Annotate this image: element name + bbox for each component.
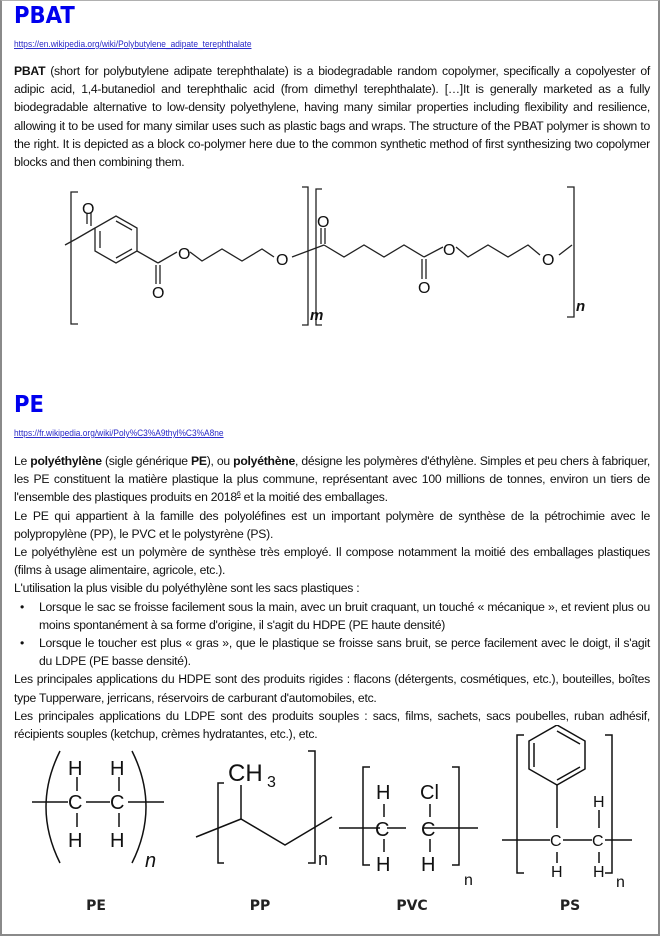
pe-paragraph-1	[14, 452, 650, 507]
atom-cl: Cl	[420, 782, 439, 804]
pe-paragraph-3: Le polyéthylène est un polymère de synthèse très employé. Il compose notamment la moitié des emballages plastiques (films à usage alimentaire, agricole, etc.).	[14, 545, 650, 578]
methyl-group: CH	[228, 760, 263, 787]
atom-o: O	[317, 214, 330, 231]
atom-c: C	[68, 792, 83, 814]
atom-o: O	[178, 246, 191, 263]
text: polyéthène	[233, 454, 295, 468]
pbat-description	[14, 62, 650, 171]
text: , having many similar properties including flexibility and resilience, allowing it to be used for many similar uses such as plastic bags and wraps. The structure of the PBAT polymer is shown to the right. It is depicted as a block co-polymer here due to the common synthetic method of first synthesizing two copolymer blocks and then combining them.	[14, 100, 650, 170]
text: PE	[190, 454, 207, 468]
pbat-term: PBAT	[14, 64, 46, 78]
text: low-density polyethylene	[166, 100, 296, 115]
atom-c: C	[592, 833, 604, 850]
text: biodegradable	[318, 64, 393, 78]
pe-wikipedia-link[interactable]: https://fr.wikipedia.org/wiki/Poly%C3%A9thyl%C3%A8ne	[14, 428, 224, 439]
pe-paragraph-5: Les principales applications du HDPE sont des produits rigides : flacons (détergents, cosmétiques, etc.), bouteilles, boîtes type Tupperware, jerricans, réservoirs de carburant d'automobiles, etc.	[14, 672, 650, 705]
footnote-link[interactable]: 6	[236, 491, 241, 499]
atom-o: O	[276, 252, 289, 269]
text: et la moitié des emballages.	[240, 490, 388, 505]
caption-ps: PS	[559, 898, 581, 914]
atom-h: H	[551, 864, 563, 881]
pe-right-paren	[132, 751, 146, 863]
atom-h: H	[593, 864, 605, 881]
atom-h: H	[110, 758, 125, 780]
text: ), ou	[206, 454, 234, 468]
bag-types-list	[14, 598, 650, 671]
caption-pvc: PVC	[396, 898, 428, 914]
atom-c: C	[110, 792, 125, 814]
text: (short for polybutylene adipate terephthalate) is a	[45, 64, 319, 78]
atom-o: O	[418, 280, 431, 297]
atom-h: H	[376, 854, 391, 876]
subscript-n: n	[576, 298, 586, 315]
atom-c: C	[375, 819, 390, 841]
text: ). […]It is generally marketed as a fully biodegradable alternative to	[14, 82, 651, 115]
pe-left-paren	[46, 751, 60, 863]
text: Le	[14, 454, 31, 468]
subscript-n: n	[145, 850, 157, 872]
polymer-structures-diagram	[2, 725, 660, 905]
atom-h: H	[68, 758, 83, 780]
subscript-n: n	[464, 872, 473, 889]
atom-h: H	[593, 794, 605, 811]
pe-paragraph-6: Les principales applications du LDPE sont des produits souples : sacs, films, sachets, sacs poubelles, ruban adhésif, récipients souples (ketchup, crèmes hydratantes, etc.), etc.	[14, 708, 650, 742]
text: , désigne les polymères d'éthylène. Simples et peu chers à fabriquer, les PE constituent la matière plastique la plus commune, représentant avec 100 millions de tonnes, environ un tiers de l'ensemble des plastiques produits en 2018	[14, 454, 650, 505]
pe-heading: PE	[14, 392, 44, 418]
atom-o: O	[152, 285, 165, 302]
list-item: • Lorsque le sac se froisse facilement sous la main, avec un bruit craquant, un touché « mécanique », et revient plus ou moins spontanément à sa forme d'origine, il s'agit du HDPE (PE haute densité)	[14, 598, 650, 634]
text: random	[392, 64, 443, 78]
caption-pe: PE	[86, 898, 106, 914]
atom-o: O	[443, 242, 456, 259]
subscript-m: m	[310, 307, 324, 324]
atom-h: H	[68, 830, 83, 852]
pbat-wikipedia-link[interactable]: https://en.wikipedia.org/wiki/Polybutylene_adipate_terephthalate	[14, 39, 252, 50]
pbat-structure-diagram	[62, 183, 642, 333]
atom-o: O	[82, 201, 95, 218]
pe-description	[14, 452, 650, 743]
subscript-n: n	[616, 874, 625, 891]
atom-h: H	[421, 854, 436, 876]
text: 1,4-butanediol	[81, 82, 155, 97]
subscript-n: n	[318, 849, 329, 869]
text: (sigle générique	[101, 454, 191, 468]
text: , specifically a copolyester of adipic acid,	[14, 64, 651, 97]
text: terephthalic acid	[186, 82, 275, 97]
atom-h: H	[110, 830, 125, 852]
text: copolymer	[442, 64, 496, 78]
atom-o: O	[542, 252, 555, 269]
pe-paragraph-4: L'utilisation la plus visible du polyéthylène sont les sacs plastiques :	[14, 581, 360, 596]
atom-c: C	[421, 819, 436, 841]
methyl-subscript: 3	[267, 774, 276, 791]
text: terephthalate	[363, 82, 432, 97]
pe-paragraph-2: Le PE qui appartient à la famille des polyoléfines est un important polymère de synthèse de la pétrochimie avec le polypropylène (PP), le PVC et le polystyrène (PS).	[14, 508, 650, 541]
list-item: • Lorsque le toucher est plus « gras », que le plastique se froisse sans bruit, se perce facilement avec le doigt, il s'agit du LDPE (PE basse densité).	[14, 634, 650, 670]
atom-h: H	[376, 782, 391, 804]
text: and	[154, 82, 187, 97]
atom-c: C	[550, 833, 562, 850]
caption-pp: PP	[249, 898, 271, 914]
text: (from dimethyl	[274, 82, 364, 97]
pbat-heading: PBAT	[14, 3, 75, 29]
text: polyéthylène	[30, 454, 102, 468]
